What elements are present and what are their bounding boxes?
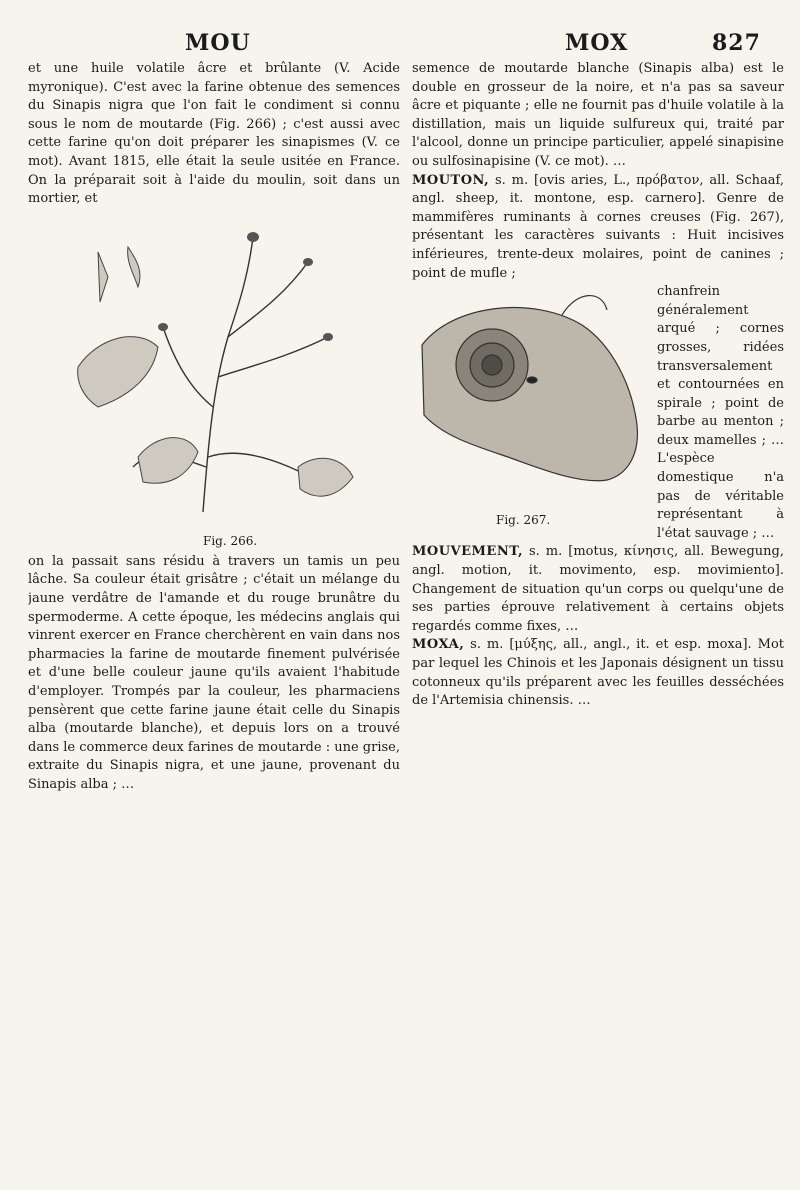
headword-moxa: MOXA, xyxy=(412,637,465,653)
running-head-left: MOU xyxy=(185,30,251,56)
figure-266-caption: Fig. 266. xyxy=(203,534,258,549)
figure-267-caption: Fig. 267. xyxy=(496,512,551,527)
mouvement-text: s. m. [motus, κίνησις, all. Bewegung, angl. motion, it. movimento, esp. movimiento]. Changement de situation qu'un corps ou quelqu'une de ses parties éprouve relativement à certains objets regardés comme fixes, … xyxy=(412,544,784,634)
entry-moxa xyxy=(412,636,784,710)
headword-mouvement: MOUVEMENT, xyxy=(412,544,523,560)
headword-mouton: MOUTON, xyxy=(412,172,490,188)
right-para-1: semence de moutarde blanche (Sinapis alba) est le double en grosseur de la noire, et n'a pas sa saveur âcre et piquante ; elle ne fournit pas d'huile volatile à la distillation, mais un liquide sulfureux qui, traité par l'alcool, donne un principe particulier, appelé sinapisine ou sulfosinapisine (V. ce mot). … xyxy=(412,61,784,169)
figure-266-mustard-plant xyxy=(38,217,368,547)
left-column xyxy=(28,60,400,1180)
mustard-plant-engraving xyxy=(38,217,368,517)
entry-mouton xyxy=(412,172,784,284)
left-para-1: et une huile volatile âcre et brûlante (V. Acide myronique). C'est avec la farine obtenue des semences du Sinapis nigra que l'on fait le condiment si connu sous le nom de moutarde (Fig. 266) ; c'est aussi avec cette farine qu'on doit préparer les sinapismes (V. ce mot). Avant 1815, elle était la seule usitée en France. On la préparait soit à l'aide du moulin, soit dans un mortier, et xyxy=(28,61,400,207)
figure-267-ram-head xyxy=(412,285,647,535)
ram-head-engraving xyxy=(412,285,647,515)
right-column xyxy=(412,60,784,1180)
page-number: 827 xyxy=(712,30,761,56)
mouton-text-1: s. m. [ovis aries, L., πρόβατον, all. Schaaf, angl. sheep, it. montone, esp. carnero]. Genre de mammifères ruminants à cornes creuses (Fig. 267), présentant les caractères suivants : Huit incisives inférieures, trente-deux molaires, point de canines ; point de mufle ; xyxy=(412,172,784,281)
moxa-text: s. m. [μύξης, all., angl., it. et esp. moxa]. Mot par lequel les Chinois et les Japonais désignent un tissu cotonneux qu'ils préparent avec les feuilles desséchées de l'Artemisia chinensis. … xyxy=(412,637,784,709)
entry-mouvement xyxy=(412,543,784,636)
page-header xyxy=(0,10,800,56)
left-para-2: on la passait sans résidu à travers un tamis un peu lâche. Sa couleur était grisâtre ; c'était un mélange du jaune verdâtre de l'amande et du rouge brunâtre du spermoderme. A cette époque, les médecins anglais qui vinrent exercer en France cherchèrent en vain dans nos pharmacies la farine de moutarde finement pulvérisée et d'une belle couleur jaune qu'ils avaient l'habitude d'employer. Trompés par la couleur, les pharmaciens pensèrent que cette farine jaune était celle du Sinapis alba (moutarde blanche), et depuis lors on a trouvé dans le commerce deux farines de moutarde : une grise, extraite du Sinapis nigra, et une jaune, provenant du Sinapis alba ; … xyxy=(28,553,400,792)
mouton-text-2: chanfrein généralement arqué ; cornes grosses, ridées transversalement et contournées en spirale ; point de barbe au menton ; deux mamelles ; … L'espèce domestique n'a pas de véritable représentant à l'état sauvage ; … xyxy=(657,284,784,541)
running-head-right: MOX xyxy=(565,30,629,56)
